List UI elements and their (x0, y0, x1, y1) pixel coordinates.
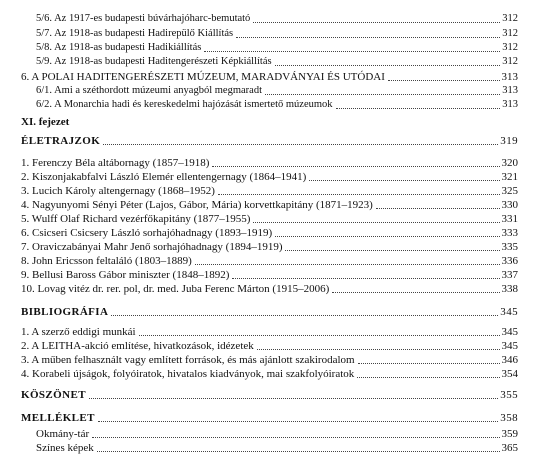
dot-leader (275, 65, 501, 66)
heading-title: BIBLIOGRÁFIA (21, 306, 109, 318)
entry-page: 337 (501, 269, 518, 281)
entry-page: 365 (501, 442, 518, 454)
entry-title: 1. A szerző eddigi munkái (21, 326, 136, 338)
toc-entry (0, 183, 543, 197)
dot-leader (358, 363, 500, 364)
toc-entry (0, 440, 543, 454)
dot-leader (89, 398, 498, 399)
entry-page: 321 (501, 171, 518, 183)
dot-leader (253, 222, 499, 223)
entry-page: 313 (501, 71, 518, 83)
heading-title: MELLÉKLET (21, 412, 95, 424)
toc-entry (0, 324, 543, 338)
toc-entry (0, 426, 543, 440)
entry-page: 312 (502, 28, 518, 39)
dot-leader (98, 421, 498, 422)
entry-title: Okmány-tár (36, 428, 90, 440)
dot-leader (336, 108, 501, 109)
dot-leader (236, 37, 500, 38)
toc-heading-thanks (0, 387, 543, 401)
heading-page: 358 (500, 412, 518, 424)
entry-title: 4. Nagyunyomi Sényi Péter (Lajos, Gábor, Mária) korvettkapitány (1871–1923) (21, 199, 373, 211)
entry-page: 359 (501, 428, 518, 440)
toc-entry (0, 11, 543, 25)
chapter-label: XI. fejezet (21, 116, 70, 128)
toc-entry (0, 169, 543, 183)
entry-page: 338 (501, 283, 518, 295)
entry-title: 6. A POLAI HADITENGERÉSZETI MÚZEUM, MARADVÁNYAI ÉS UTÓDAI (21, 71, 385, 83)
entry-page: 345 (501, 340, 518, 352)
heading-title: KÖSZÖNET (21, 389, 86, 401)
entry-page: 313 (502, 99, 518, 110)
dot-leader (357, 377, 499, 378)
toc-entry (0, 197, 543, 211)
dot-leader (97, 451, 500, 452)
dot-leader (285, 250, 499, 251)
toc-entry (0, 97, 543, 111)
entry-page: 325 (501, 185, 518, 197)
entry-title: 7. Oraviczabányai Mahr Jenő sorhajóhadnagy (1894–1919) (21, 241, 283, 253)
entry-page: 331 (501, 213, 518, 225)
entry-title: 3. Lucich Károly altengernagy (1868–1952) (21, 185, 215, 197)
dot-leader (275, 236, 499, 237)
toc-entry (0, 267, 543, 281)
entry-page: 312 (502, 56, 518, 67)
dot-leader (257, 349, 500, 350)
dot-leader (92, 437, 499, 438)
entry-page: 330 (501, 199, 518, 211)
entry-page: 312 (502, 13, 518, 24)
entry-page: 345 (501, 326, 518, 338)
dot-leader (232, 278, 499, 279)
dot-leader (218, 194, 500, 195)
toc-entry (0, 253, 543, 267)
toc-entry (0, 54, 543, 68)
dot-leader (212, 166, 499, 167)
toc-heading-bibliography (0, 304, 543, 318)
heading-title: ÉLETRAJZOK (21, 135, 101, 147)
entry-title: 4. Korabeli újságok, folyóiratok, hivatalos kiadványok, mai szakfolyóiratok (21, 368, 355, 380)
entry-title: 5/6. Az 1917-es budapesti búvárhajóharc-bemutató (36, 13, 251, 24)
toc-section-entry (0, 69, 543, 83)
entry-title: 3. A műben felhasznált vagy említett források, és más ajánlott szakirodalom (21, 354, 355, 366)
entry-title: 5. Wulff Olaf Richard vezérfőkapitány (1877–1955) (21, 213, 251, 225)
entry-page: 333 (501, 227, 518, 239)
entry-title: 6. Csicseri Csicsery László sorhajóhadnagy (1893–1919) (21, 227, 273, 239)
entry-page: 313 (502, 85, 518, 96)
dot-leader (309, 180, 499, 181)
dot-leader (388, 80, 500, 81)
entry-title: 6/2. A Monarchia hadi és kereskedelmi hajózását ismertető múzeumok (36, 99, 333, 110)
dot-leader (332, 292, 499, 293)
entry-title: 1. Ferenczy Béla altábornagy (1857–1918) (21, 157, 210, 169)
toc-entry (0, 366, 543, 380)
heading-page: 319 (500, 135, 518, 147)
toc-entry (0, 281, 543, 295)
entry-title: 8. John Ericsson feltaláló (1803–1889) (21, 255, 192, 267)
entry-title: 9. Bellusi Baross Gábor miniszter (1848–1892) (21, 269, 230, 281)
entry-title: 5/8. Az 1918-as budapesti Hadikiállítás (36, 42, 202, 53)
entry-page: 335 (501, 241, 518, 253)
dot-leader (253, 22, 500, 23)
entry-title: 2. A LEITHA-akció említése, hivatkozások, idézetek (21, 340, 254, 352)
toc-entry (0, 40, 543, 54)
entry-page: 312 (502, 42, 518, 53)
entry-title: 2. Kiszonjakabfalvi László Elemér ellentengernagy (1864–1941) (21, 171, 307, 183)
dot-leader (376, 208, 500, 209)
toc-entry (0, 239, 543, 253)
heading-page: 355 (500, 389, 518, 401)
entry-title: 10. Lovag vitéz dr. rer. pol, dr. med. Juba Ferenc Márton (1915–2006) (21, 283, 330, 295)
entry-title: Színes képek (36, 442, 94, 454)
toc-entry (0, 352, 543, 366)
dot-leader (195, 264, 500, 265)
entry-page: 346 (501, 354, 518, 366)
toc-entry (0, 338, 543, 352)
entry-page: 336 (501, 255, 518, 267)
entry-title: 6/1. Ami a széthordott múzeumi anyagból megmaradt (36, 85, 262, 96)
dot-leader (103, 144, 498, 145)
toc-entry (0, 225, 543, 239)
toc-entry (0, 26, 543, 40)
heading-page: 345 (500, 306, 518, 318)
dot-leader (204, 51, 500, 52)
entry-page: 320 (501, 157, 518, 169)
toc-entry (0, 155, 543, 169)
dot-leader (111, 315, 498, 316)
entry-title: 5/9. Az 1918-as budapesti Haditengerészeti Képkiállítás (36, 56, 272, 67)
dot-leader (139, 335, 500, 336)
toc-heading-appendix (0, 410, 543, 424)
dot-leader (265, 94, 500, 95)
toc-heading-biographies (0, 133, 543, 147)
toc-entry (0, 83, 543, 97)
entry-title: 5/7. Az 1918-as budapesti Hadirepülő Kiállítás (36, 28, 234, 39)
toc-entry (0, 211, 543, 225)
entry-page: 354 (501, 368, 518, 380)
